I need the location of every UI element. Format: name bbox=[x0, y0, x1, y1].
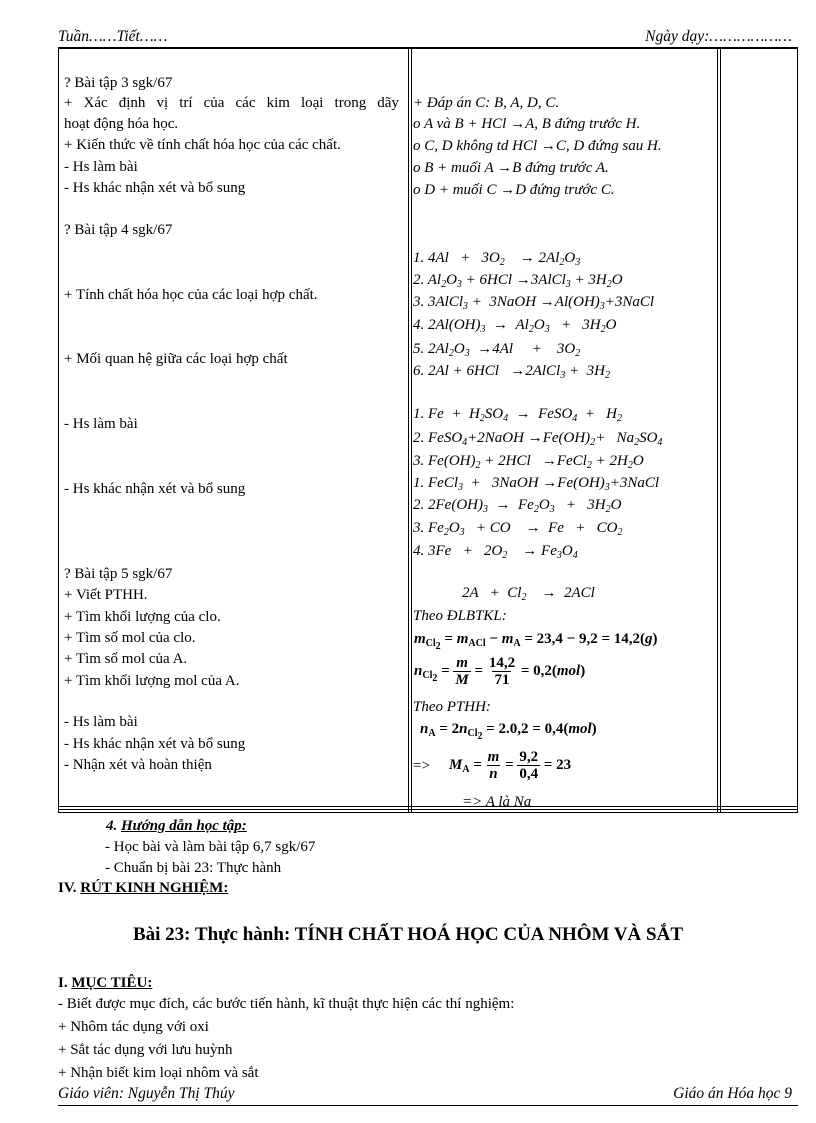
ex5-line6: - Hs làm bài bbox=[64, 714, 138, 730]
objectives-line-1: - Biết được mục đích, các bước tiến hành, kĩ thuật thực hiện các thí nghiệm: bbox=[58, 996, 515, 1012]
ex3-bullet-4: o D + muối C →D đứng trước C. bbox=[413, 182, 615, 198]
ex3-title: ? Bài tập 3 sgk/67 bbox=[64, 75, 173, 91]
header-teaching-date: Ngày dạy:……………… bbox=[645, 28, 792, 45]
objectives-heading: I. MỤC TIÊU: bbox=[58, 975, 153, 991]
ex5-mass-cl2: $m_{Cl_2} = m_{ACl} - m_A = 23,4 - 9,2 = 14,2(g)$ bbox=[414, 631, 658, 652]
guide-line-2: - Chuẩn bị bài 23: Thực hành bbox=[105, 860, 282, 876]
guide-heading: 4. Hướng dẫn học tập: bbox=[106, 818, 247, 834]
ex5-title: ? Bài tập 5 sgk/67 bbox=[64, 566, 173, 582]
ex4-eq-12: 3. $Fe_2O_3$ + CO → $Fe + CO_2$ bbox=[413, 520, 623, 538]
ex4-eq-8: 2. FeSO$_4$+2NaOH $\to Fe(OH)_2+ Na_2SO_4$ bbox=[413, 430, 663, 448]
ex4-eq-7: 1. $Fe + H_2SO_4$ → FeSO$_4$ + $H_2$ bbox=[413, 406, 622, 424]
ex5-mol-cl2: $n_{Cl_2}$ = $\frac{m}{M}$ = $\frac{14,2}{71}$ = 0,2(mol) bbox=[414, 655, 586, 688]
page-footer bbox=[58, 1085, 798, 1106]
ex3-line1a: + Xác định vị trí của các kim loại trong dãy bbox=[64, 95, 399, 111]
ex4-line2: + Mối quan hệ giữa các loại hợp chất bbox=[64, 351, 288, 367]
ex3-line2: + Kiến thức về tính chất hóa học của các chất. bbox=[64, 137, 341, 153]
ex4-eq-6: 6. 2Al + 6HCl →2AlCl$_3$ + $3H_2$ bbox=[413, 363, 610, 381]
ex4-line3: - Hs làm bài bbox=[64, 416, 138, 432]
section-iv: IV. RÚT KINH NGHIỆM: bbox=[58, 880, 229, 896]
ex4-eq-11: 2. $2Fe(OH)_3 \to Fe_2O_3 + 3H_2O$ bbox=[413, 497, 622, 515]
objectives-line-2: + Nhôm tác dụng với oxi bbox=[58, 1019, 209, 1035]
ex3-bullet-3: o B + muối A →B đứng trước A. bbox=[413, 160, 609, 176]
ex5-line8: - Nhận xét và hoàn thiện bbox=[64, 757, 212, 773]
ex5-mol-a: $n_A = 2n_{Cl_2} = 2.0,2 = 0,4(mol)$ bbox=[420, 721, 597, 742]
ex3-answer: + Đáp án C: B, A, D, C. bbox=[413, 95, 560, 111]
ex4-line1: + Tính chất hóa học của các loại hợp chất. bbox=[64, 287, 318, 303]
ex4-eq-3: 3. 3AlCl$_3$ + 3NaOH $\to Al(OH)_3+3NaCl$ bbox=[413, 294, 655, 312]
ex4-eq-1: 1. $4Al + 3O_2$ → $2Al_2O_3$ bbox=[413, 250, 581, 268]
ex5-line7: - Hs khác nhận xét và bổ sung bbox=[64, 736, 246, 752]
footer-subject: Giáo án Hóa học 9 bbox=[673, 1085, 792, 1102]
theo-pthh: Theo PTHH: bbox=[413, 699, 491, 715]
ex5-line1: + Viết PTHH. bbox=[64, 587, 148, 603]
ex5-reaction: $2A + Cl_2$ → 2ACl bbox=[462, 585, 595, 603]
ex5-molar-mass-a: $M_A$ = $\frac{m}{n}$ = $\frac{9,2}{0,4}$ = 23 bbox=[449, 749, 572, 782]
theo-dlbtkl: Theo ĐLBTKL: bbox=[413, 608, 507, 624]
objectives-line-3: + Sắt tác dụng với lưu huỳnh bbox=[58, 1042, 233, 1058]
ex4-eq-10: 1. FeCl$_3$ + 3NaOH $\to Fe(OH)_3+3NaCl$ bbox=[413, 475, 660, 493]
ex3-bullet-1: o A và B + HCl →A, B đứng trước H. bbox=[413, 116, 641, 132]
guide-line-1: - Học bài và làm bài tập 6,7 sgk/67 bbox=[105, 839, 316, 855]
objectives-line-4: + Nhận biết kim loại nhôm và sắt bbox=[58, 1065, 259, 1081]
ex5-line2: + Tìm khối lượng của clo. bbox=[64, 609, 221, 625]
footer-teacher: Giáo viên: Nguyễn Thị Thúy bbox=[58, 1085, 235, 1102]
lesson-title: Bài 23: Thực hành: TÍNH CHẤT HOÁ HỌC CỦA NHÔM VÀ SẮT bbox=[132, 924, 683, 945]
ex4-title: ? Bài tập 4 sgk/67 bbox=[64, 222, 173, 238]
ex5-line3: + Tìm số mol của clo. bbox=[64, 630, 196, 646]
ex5-arrow: => bbox=[413, 758, 430, 774]
ex4-eq-9: 3. $Fe(OH)_2 + 2HCl$ →FeCl$_2$ + $2H_2O$ bbox=[413, 453, 644, 471]
ex3-line1b: hoạt động hóa học. bbox=[64, 116, 179, 132]
ex3-line4: - Hs khác nhận xét và bổ sung bbox=[64, 180, 246, 196]
ex4-eq-4: 4. $2Al(OH)_3 \to Al_2O_3 + 3H_2O$ bbox=[413, 317, 617, 335]
ex5-conclusion: => A là Na bbox=[462, 794, 532, 810]
ex5-line4: + Tìm số mol của A. bbox=[64, 651, 188, 667]
ex4-eq-5: 5. $2Al_2O_3 \to 4Al$ + $3O_2$ bbox=[413, 341, 581, 359]
ex3-bullet-2: o C, D không td HCl →C, D đứng sau H. bbox=[413, 138, 662, 154]
header-week-period: Tuần……Tiết…… bbox=[58, 28, 168, 45]
ex4-eq-2: 2. $Al_2O_3 + 6HCl$ →3AlCl$_3$ + $3H_2O$ bbox=[413, 272, 623, 290]
ex5-line5: + Tìm khối lượng mol của A. bbox=[64, 673, 240, 689]
ex4-line4: - Hs khác nhận xét và bổ sung bbox=[64, 481, 246, 497]
page-header bbox=[58, 28, 798, 49]
ex4-eq-13: 4. $3Fe + 2O_2$ → $Fe_3O_4$ bbox=[413, 543, 578, 561]
ex3-line3: - Hs làm bài bbox=[64, 159, 138, 175]
